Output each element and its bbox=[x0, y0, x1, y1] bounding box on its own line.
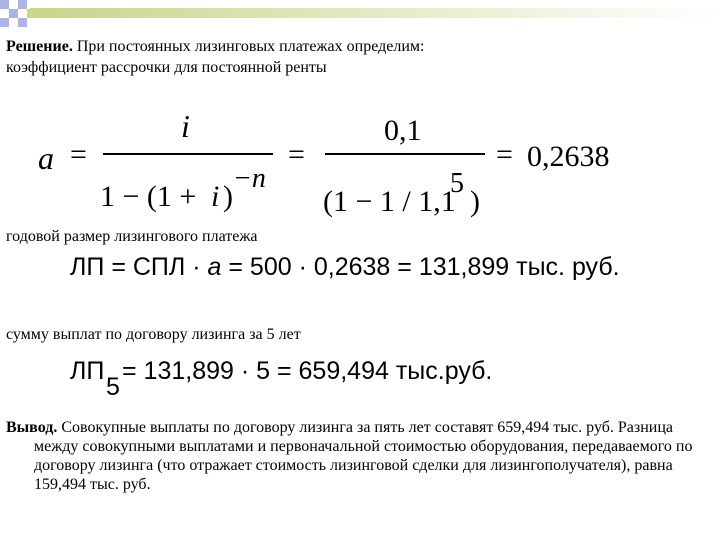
formula1-den1-a: 1 − (1 + bbox=[100, 180, 197, 213]
payment-label: годовой размер лизингового платежа bbox=[6, 228, 258, 245]
formula3-lp: ЛП bbox=[70, 357, 105, 385]
formula1-den2-a: (1 − 1 / 1,1 bbox=[323, 185, 456, 218]
total-label: сумму выплат по договору лизинга за 5 лет bbox=[6, 326, 301, 343]
solution-text: При постоянных лизинговых платежах определим: bbox=[72, 38, 425, 55]
formula2-text-b: = 500 · 0,2638 = 131,899 тыс. руб. bbox=[221, 253, 620, 281]
formula2-text-a: ЛП = СПЛ · bbox=[70, 253, 201, 281]
formula1-num2: 0,1 bbox=[384, 114, 422, 147]
formula1-eq3: = bbox=[496, 138, 513, 171]
formula1-eq1: = bbox=[70, 138, 87, 171]
formula1-den1-b: ) bbox=[223, 180, 233, 213]
coefficient-label: коэффициент рассрочки для постоянной ренты bbox=[6, 59, 327, 76]
formula1-den1-i: i bbox=[211, 180, 220, 213]
formula1-eq2: = bbox=[288, 138, 305, 171]
conclusion-text: Совокупные выплаты по договору лизинга за пять лет составят 659,494 тыс. руб. Разница между совокупными выплатами и первоначальной стоимостью оборудования, передаваемого по договору лизинга (что отражает стоимость лизинговой сделки для лизингополучателя), равна 159,494 тыс. руб. bbox=[34, 419, 693, 493]
formula1-lhs: a bbox=[38, 140, 54, 176]
formula2-var: a bbox=[207, 253, 222, 281]
formula1-fraction-bar-1 bbox=[103, 153, 273, 155]
conclusion-label: Вывод. bbox=[6, 419, 58, 436]
formula1-den2-exp: 5 bbox=[450, 168, 464, 199]
formula1-result: 0,2638 bbox=[527, 140, 610, 173]
solution-label: Решение. bbox=[6, 38, 73, 55]
formula1-fraction-bar-2 bbox=[325, 153, 485, 155]
formula1-numerator: i bbox=[181, 108, 190, 144]
formula3-rest: = 131,899 · 5 = 659,494 тыс.руб. bbox=[122, 357, 493, 385]
formula3-subscript: 5 bbox=[106, 373, 120, 401]
formula1-den2-b: ) bbox=[470, 185, 480, 218]
formula-lease-payment bbox=[70, 253, 620, 282]
decorative-header-pattern bbox=[0, 0, 720, 30]
conclusion bbox=[6, 418, 712, 494]
solution-heading bbox=[6, 38, 424, 56]
formula1-den1-exp: −n bbox=[233, 163, 266, 194]
